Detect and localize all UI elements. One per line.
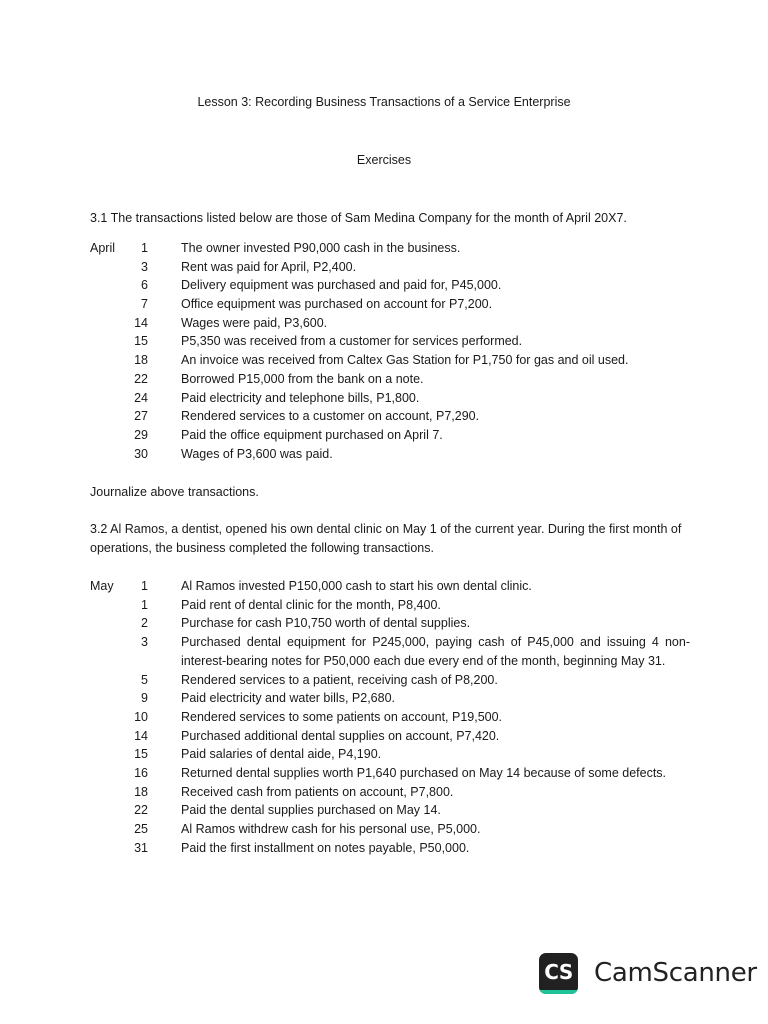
transaction-day: 22 (134, 371, 148, 386)
transaction-row (90, 801, 690, 820)
transaction-day: 6 (141, 278, 148, 293)
exercise-2-transactions (90, 577, 690, 858)
transaction-row (90, 671, 690, 690)
transaction-day: 16 (134, 766, 148, 781)
exercise-1-transactions (90, 239, 690, 463)
transaction-description: An invoice was received from Caltex Gas Station for P1,750 for gas and oil used. (181, 353, 629, 368)
transaction-description: Purchased dental equipment for P245,000, paying cash of P45,000 and issuing 4 non-interest-bearing notes for P50,000 each due every end of the month, beginning May 31. (181, 635, 690, 668)
exercise-1-instruction: Journalize above transactions. (90, 485, 259, 499)
transaction-day: 18 (134, 784, 148, 799)
transaction-row (90, 351, 690, 370)
transaction-day: 15 (134, 334, 148, 349)
camscanner-logo-text: CS (544, 960, 573, 984)
transaction-day: 25 (134, 822, 148, 837)
transaction-description: Paid rent of dental clinic for the month, P8,400. (181, 597, 441, 612)
transaction-row (90, 314, 690, 333)
transaction-description: Borrowed P15,000 from the bank on a note. (181, 371, 424, 386)
transaction-row (90, 633, 690, 671)
transaction-day: 14 (134, 728, 148, 743)
month-label: May (90, 579, 114, 593)
transaction-description: Paid the office equipment purchased on April 7. (181, 427, 443, 442)
transaction-description: Received cash from patients on account, P7,800. (181, 784, 454, 799)
transaction-row (90, 370, 690, 389)
month-label: April (90, 241, 116, 255)
transaction-day: 27 (134, 409, 148, 424)
camscanner-logo-icon (539, 953, 578, 994)
transaction-row (90, 727, 690, 746)
logo-accent-stripe (539, 990, 578, 994)
transaction-description: Paid salaries of dental aide, P4,190. (181, 747, 382, 762)
transaction-day: 9 (141, 691, 148, 706)
transaction-description: P5,350 was received from a customer for services performed. (181, 334, 523, 349)
transaction-row (90, 596, 690, 615)
exercise-1-intro: 3.1 The transactions listed below are those of Sam Medina Company for the month of April 20X7. (90, 211, 627, 225)
transaction-day: 31 (134, 840, 148, 855)
page-title: Lesson 3: Recording Business Transactions of a Service Enterprise (197, 95, 571, 109)
transaction-description: Rendered services to a customer on account, P7,290. (181, 409, 480, 424)
transaction-row (90, 239, 690, 258)
transaction-day: 30 (134, 446, 148, 461)
transaction-description: The owner invested P90,000 cash in the business. (181, 241, 461, 255)
page-subtitle: Exercises (356, 153, 412, 167)
transaction-row (90, 783, 690, 802)
transaction-row (90, 332, 690, 351)
transaction-description: Al Ramos invested P150,000 cash to start his own dental clinic. (181, 579, 532, 593)
transaction-description: Returned dental supplies worth P1,640 purchased on May 14 because of some defects. (181, 766, 667, 781)
transaction-day: 24 (134, 390, 148, 405)
transaction-description: Wages were paid, P3,600. (181, 315, 328, 330)
exercise-2-intro: 3.2 Al Ramos, a dentist, opened his own dental clinic on May 1 of the current year. During the first month of operations, the business completed the following transactions. (90, 522, 682, 555)
transaction-day: 22 (134, 803, 148, 818)
transaction-row (90, 389, 690, 408)
transaction-row (90, 426, 690, 445)
transaction-row (90, 708, 690, 727)
transaction-day: 2 (141, 616, 148, 631)
transaction-description: Paid electricity and water bills, P2,680. (181, 691, 395, 706)
transaction-description: Purchased additional dental supplies on account, P7,420. (181, 728, 500, 743)
transaction-row (90, 577, 690, 596)
transaction-row (90, 258, 690, 277)
transaction-row (90, 820, 690, 839)
transaction-row (90, 839, 690, 858)
transaction-day: 15 (134, 747, 148, 762)
transaction-row (90, 745, 690, 764)
transaction-day: 1 (141, 241, 148, 255)
transaction-description: Rendered services to some patients on account, P19,500. (181, 710, 503, 725)
transaction-row (90, 689, 690, 708)
transaction-description: Wages of P3,600 was paid. (181, 446, 333, 461)
transaction-description: Rendered services to a patient, receiving cash of P8,200. (181, 672, 498, 687)
transaction-row (90, 276, 690, 295)
transaction-day: 18 (134, 353, 148, 368)
transaction-day: 3 (141, 635, 148, 650)
transaction-row (90, 295, 690, 314)
transaction-day: 10 (134, 710, 148, 725)
transaction-description: Delivery equipment was purchased and paid for, P45,000. (181, 278, 502, 293)
transaction-description: Paid the first installment on notes payable, P50,000. (181, 840, 470, 855)
transaction-day: 3 (141, 259, 148, 274)
transaction-day: 7 (141, 297, 148, 312)
transaction-row (90, 445, 690, 464)
transaction-row (90, 764, 690, 783)
transaction-description: Purchase for cash P10,750 worth of dental supplies. (181, 616, 471, 631)
transaction-row (90, 614, 690, 633)
transaction-description: Office equipment was purchased on account for P7,200. (181, 297, 493, 312)
transaction-description: Paid electricity and telephone bills, P1,800. (181, 390, 420, 405)
transaction-day: 1 (141, 579, 148, 593)
transaction-description: Al Ramos withdrew cash for his personal use, P5,000. (181, 822, 481, 837)
transaction-day: 5 (141, 672, 148, 687)
transaction-day: 29 (134, 427, 148, 442)
transaction-row (90, 407, 690, 426)
transaction-description: Paid the dental supplies purchased on May 14. (181, 803, 441, 818)
camscanner-brand: CamScanner (594, 958, 757, 988)
transaction-day: 1 (141, 597, 148, 612)
transaction-description: Rent was paid for April, P2,400. (181, 259, 357, 274)
transaction-day: 14 (134, 315, 148, 330)
